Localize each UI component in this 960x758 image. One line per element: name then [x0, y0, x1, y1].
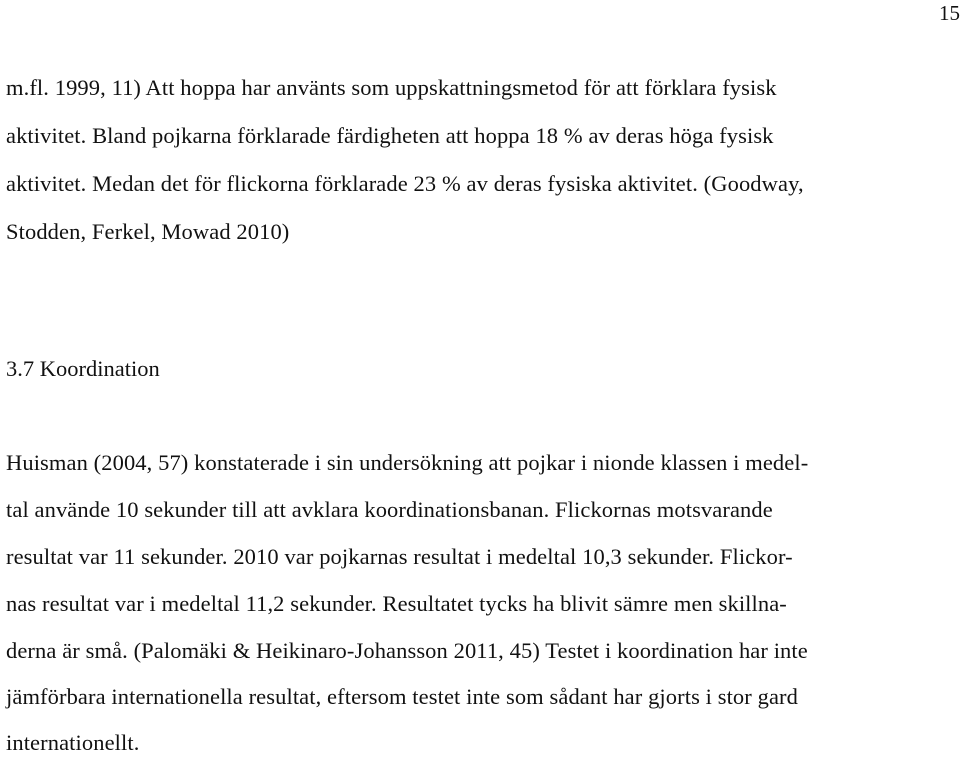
text-line: Stodden, Ferkel, Mowad 2010): [6, 219, 290, 244]
text-line: internationellt.: [6, 730, 140, 755]
page-number: 15: [939, 1, 960, 25]
text-line: derna är små. (Palomäki & Heikinaro-Johansson 2011, 45) Testet i koordination har inte: [6, 638, 808, 663]
text-line: tal använde 10 sekunder till att avklara koordinationsbanan. Flickornas motsvarande: [6, 497, 773, 522]
text-line: m.fl. 1999, 11) Att hoppa har använts som uppskattningsmetod för att förklara fysisk: [6, 75, 777, 100]
text-line: jämförbara internationella resultat, eftersom testet inte som sådant har gjorts i stor gard: [6, 684, 798, 709]
text-line: nas resultat var i medeltal 11,2 sekunder. Resultatet tycks ha blivit sämre men skillna-: [6, 591, 787, 616]
text-line: aktivitet. Bland pojkarna förklarade färdigheten att hoppa 18 % av deras höga fysisk: [6, 123, 774, 148]
text-line: resultat var 11 sekunder. 2010 var pojkarnas resultat i medeltal 10,3 sekunder. Flickor-: [6, 544, 793, 569]
text-line: aktivitet. Medan det för flickorna förklarade 23 % av deras fysiska aktivitet. (Goodway,: [6, 171, 804, 196]
section-heading: 3.7 Koordination: [6, 356, 160, 381]
text-line: Huisman (2004, 57) konstaterade i sin undersökning att pojkar i nionde klassen i medel-: [6, 450, 809, 475]
